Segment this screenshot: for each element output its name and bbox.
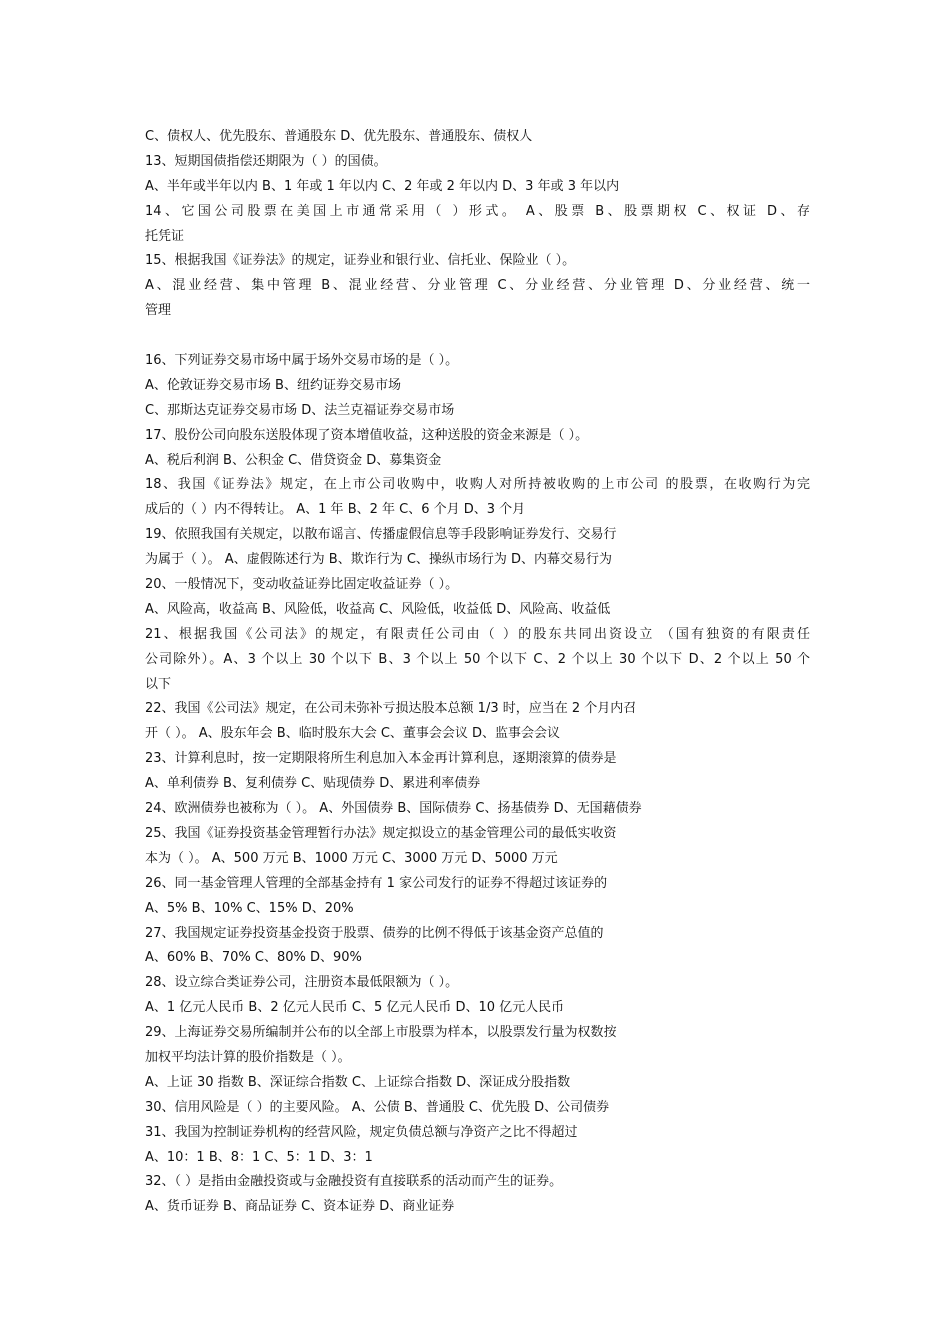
text-line: C、债权人、优先股东、普通股东 D、优先股东、普通股东、债权人: [145, 129, 533, 144]
question-25-continued: 本为（ ）。 A、500 万元 B、1000 万元 C、3000 万元 D、5000 万元: [145, 850, 558, 866]
question-19-continued: 为属于（ ）。 A、虚假陈述行为 B、欺诈行为 C、操纵市场行为 D、内幕交易行为: [145, 552, 613, 568]
blank-line: [145, 324, 810, 349]
question-14-continued: 托凭证: [145, 228, 185, 244]
question-26-options: A、5% B、10% C、15% D、20%: [145, 900, 354, 916]
question-21-continued: 公司除外）。A、3 个以上 30 个以下 B、3 个以上 50 个以下 C、2 个以上 30 个以下 D、2 个以上 50 个: [145, 651, 810, 667]
question-26: 26、同一基金管理人管理的全部基金持有 1 家公司发行的证券不得超过该证券的: [145, 875, 608, 891]
question-21-continued-2: 以下: [145, 676, 172, 692]
question-31-options: A、10：1 B、8：1 C、5：1 D、3：1: [145, 1149, 373, 1165]
question-13-options: A、半年或半年以内 B、1 年或 1 年以内 C、2 年或 2 年以内 D、3 年或 3 年以内: [145, 178, 620, 194]
question-18: 18、我国《证券法》规定，在上市公司收购中，收购人对所持被收购的上市公司 的股票，在收购行为完: [145, 477, 810, 493]
question-14: 14、它国公司股票在美国上市通常采用（ ）形式。 A、股票 B、股票期权 C、权证 D、存: [145, 203, 810, 219]
question-20-options: A、风险高，收益高 B、风险低，收益高 C、风险低，收益低 D、风险高、收益低: [145, 601, 611, 617]
question-32-options: A、货币证券 B、商品证券 C、资本证券 D、商业证券: [145, 1199, 455, 1215]
question-31: 31、我国为控制证券机构的经营风险，规定负债总额与净资产之比不得超过: [145, 1124, 578, 1140]
question-15-options-continued: 管理: [145, 303, 172, 319]
question-13: 13、短期国债指偿还期限为（ ）的国债。: [145, 153, 387, 169]
question-16-options-ab: A、伦敦证券交易市场 B、纽约证券交易市场: [145, 377, 401, 393]
question-25: 25、我国《证券投资基金管理暂行办法》规定拟设立的基金管理公司的最低实收资: [145, 825, 617, 841]
document-page: [145, 125, 810, 1220]
question-24: 24、欧洲债券也被称为（ ）。 A、外国债券 B、国际债券 C、扬基债券 D、无国藉债券: [145, 801, 642, 817]
question-23: 23、计算利息时，按一定期限将所生利息加入本金再计算利息，逐期滚算的债券是: [145, 751, 617, 767]
question-27-options: A、60% B、70% C、80% D、90%: [145, 950, 362, 966]
question-22: 22、我国《公司法》规定，在公司未弥补亏损达股本总额 1/3 时，应当在 2 个月内召: [145, 701, 637, 717]
question-19: 19、依照我国有关规定，以散布谣言、传播虚假信息等手段影响证券发行、交易行: [145, 527, 617, 543]
question-32: 32、（ ）是指由金融投资或与金融投资有直接联系的活动而产生的证券。: [145, 1174, 563, 1190]
question-20: 20、一般情况下，变动收益证券比固定收益证券（ ）。: [145, 577, 459, 593]
question-17: 17、股份公司向股东送股体现了资本增值收益，这种送股的资金来源是（ ）。: [145, 427, 589, 443]
question-28: 28、设立综合类证券公司，注册资本最低限额为（ ）。: [145, 975, 459, 991]
question-30: 30、信用风险是（ ）的主要风险。 A、公债 B、普通股 C、优先股 D、公司债券: [145, 1099, 610, 1115]
question-17-options: A、税后利润 B、公积金 C、借贷资金 D、募集资金: [145, 452, 442, 468]
question-16: 16、下列证券交易市场中属于场外交易市场的是（ ）。: [145, 353, 459, 369]
question-15-options: A、混业经营、集中管理 B、混业经营、分业管理 C、分业经营、分业管理 D、分业经营、统一: [145, 278, 810, 294]
question-23-options: A、单利债券 B、复利债券 C、贴现债券 D、累进利率债券: [145, 776, 481, 792]
question-28-options: A、1 亿元人民币 B、2 亿元人民币 C、5 亿元人民币 D、10 亿元人民币: [145, 1000, 565, 1016]
question-15: 15、根据我国《证券法》的规定，证券业和银行业、信托业、保险业（ ）。: [145, 253, 576, 269]
question-27: 27、我国规定证券投资基金投资于股票、债券的比例不得低于该基金资产总值的: [145, 925, 604, 941]
question-22-continued: 开（ ）。 A、股东年会 B、临时股东大会 C、董事会会议 D、监事会会议: [145, 726, 561, 742]
question-29-options: A、上证 30 指数 B、深证综合指数 C、上证综合指数 D、深证成分股指数: [145, 1074, 571, 1090]
question-21: 21、根据我国《公司法》的规定，有限责任公司由（ ）的股东共同出资设立 （国有独资的有限责任: [145, 626, 810, 642]
question-16-options-cd: C、那斯达克证券交易市场 D、法兰克福证券交易市场: [145, 402, 455, 418]
question-29-continued: 加权平均法计算的股价指数是（ ）。: [145, 1049, 351, 1065]
question-18-continued: 成后的（ ）内不得转让。 A、1 年 B、2 年 C、6 个月 D、3 个月: [145, 502, 526, 518]
question-29: 29、上海证券交易所编制并公布的以全部上市股票为样本，以股票发行量为权数按: [145, 1025, 617, 1041]
